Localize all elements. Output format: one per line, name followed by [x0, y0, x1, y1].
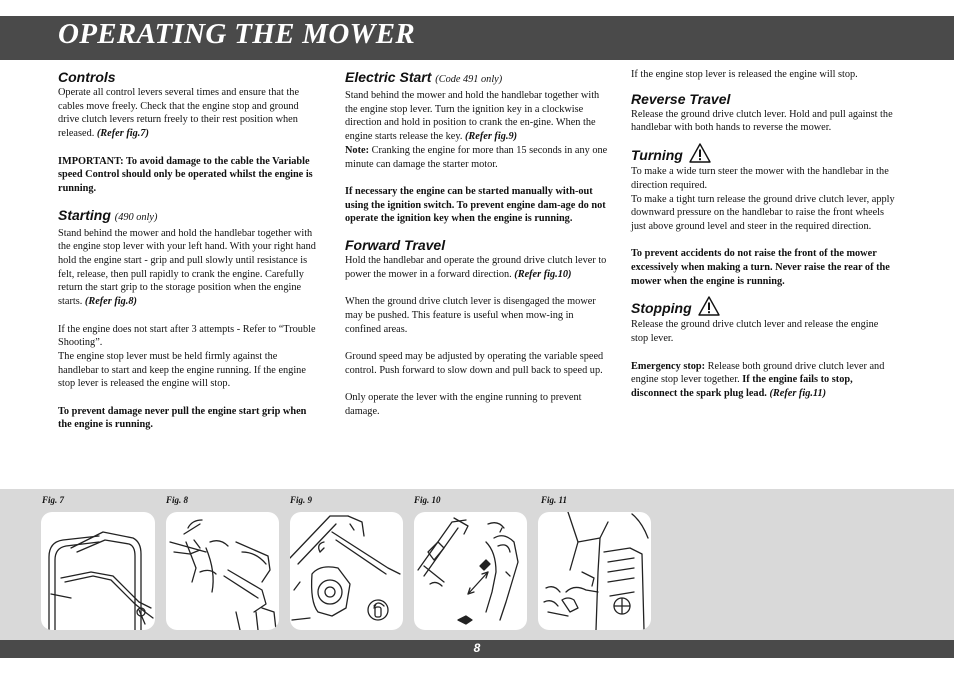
- fig10-drive-lever-illustration: [414, 512, 527, 630]
- forward-travel-speed-paragraph: Ground speed may be adjusted by operating the variable speed control. Push forward to slow down and pull back to speed up.: [345, 350, 604, 376]
- column-3: [631, 68, 896, 414]
- fig7-label: Fig. 7: [42, 495, 65, 505]
- controls-heading: Controls: [58, 69, 116, 85]
- fig10-reference: (Refer fig.10): [514, 268, 572, 280]
- reverse-travel-heading: Reverse Travel: [631, 90, 731, 107]
- fig8-reference: (Refer fig.8): [84, 296, 137, 308]
- forward-travel-paragraph: Hold the handlebar and operate the ground drive clutch lever to power the mower in a forward direction. (Refer fig.10): [345, 255, 607, 280]
- column-2: [345, 68, 609, 432]
- engine-stop-continuation: If the engine stop lever is released the engine will stop.: [631, 69, 858, 80]
- emergency-stop-paragraph: Emergency stop: Release both ground drive clutch lever and engine stop lever together. If the engine fails to stop, disconnect the spark plug lead. (Refer fig.11): [631, 360, 885, 399]
- electric-start-model-note: (Code 491 only): [435, 74, 503, 85]
- reverse-travel-paragraph: Release the ground drive clutch lever. Hold and pull against the handlebar with both hands to reverse the mower.: [631, 108, 893, 134]
- fig8-label: Fig. 8: [166, 495, 189, 505]
- forward-travel-push-paragraph: When the ground drive clutch lever is disengaged the mower may be pushed. This feature is useful when mow-ing in confined areas.: [345, 296, 596, 335]
- fig7-handlebar-illustration: [41, 512, 155, 630]
- starting-trouble-paragraph: If the engine does not start after 3 attempts - Refer to “Trouble Shooting”.: [58, 323, 316, 349]
- fig9-ignition-illustration: [290, 512, 403, 630]
- fig11-label: Fig. 11: [541, 495, 568, 505]
- electric-start-heading: Electric Start (Code 491 only): [345, 69, 503, 85]
- starting-heading: Starting (490 only): [58, 206, 158, 223]
- electric-start-paragraph: Stand behind the mower and hold the handlebar together with the engine stop lever. Turn the ignition key in a clockwise direction and hold in position to crank the en-gine. When the engine starts release the key. (Refer fig.9): [345, 90, 600, 143]
- electric-start-note: Note: Cranking the engine for more than 15 seconds in any one minute can damage the starter motor.: [345, 144, 608, 170]
- fig11-spark-plug-illustration: [538, 512, 651, 630]
- warning-triangle-icon: [698, 296, 720, 320]
- starting-paragraph: Stand behind the mower and hold the handlebar together with the engine stop lever with your left hand. With your right hand hold the engine start - grip and pull slowly until resistance is felt, release, then pull rapidly to crank the engine. Carefully return the start grip to the storage position when the engine starts. (Refer fig.8): [58, 227, 316, 308]
- fig9-label: Fig. 9: [290, 495, 313, 505]
- forward-travel-heading: Forward Travel: [345, 237, 446, 254]
- column-1: [58, 68, 320, 446]
- warning-triangle-icon: [689, 143, 711, 167]
- turning-tight-paragraph: To make a tight turn release the ground drive clutch lever, apply downward pressure on the handlebar to raise the front wheels just above ground level and steer in the required direction.: [631, 193, 895, 232]
- forward-travel-caution-paragraph: Only operate the lever with the engine running to prevent damage.: [345, 392, 582, 417]
- starting-model-note: (490 only): [114, 211, 158, 223]
- electric-start-warning: If necessary the engine can be started manually with-out using the ignition switch. To prevent engine dam-age do not operate the ignition key when the engine is running.: [345, 185, 606, 225]
- header-bar: [0, 16, 954, 60]
- starting-stop-lever-paragraph: The engine stop lever must be held firmly against the handlebar to start and keep the engine running. If the engine stop lever is released the engine will stop.: [58, 350, 306, 390]
- fig10-label: Fig. 10: [414, 495, 441, 505]
- fig8-starter-pull-illustration: [166, 512, 279, 630]
- controls-paragraph: Operate all control levers several times and ensure that the cables move freely. Check that the engine stop and ground drive clutch levers return freely to their rest position when released. (Refer fig.7): [58, 87, 300, 140]
- turning-heading: Turning: [631, 143, 896, 165]
- controls-important: IMPORTANT: To avoid damage to the cable the Variable speed Control should only be operated whilst the engine is running.: [58, 155, 313, 194]
- turning-warning: To prevent accidents do not raise the front of the mower excessively when making a turn. Never raise the rear of the mower when the engine is running.: [631, 248, 890, 287]
- turning-wide-paragraph: To make a wide turn steer the mower with the handlebar in the direction required.: [631, 166, 889, 191]
- page-title: OPERATING THE MOWER: [58, 18, 415, 50]
- stopping-heading: Stopping: [631, 296, 896, 318]
- fig9-reference: (Refer fig.9): [464, 131, 518, 143]
- starting-warning: To prevent damage never pull the engine start grip when the engine is running.: [58, 405, 307, 431]
- page-number: 8: [473, 641, 481, 655]
- stopping-paragraph: Release the ground drive clutch lever and release the engine stop lever.: [631, 319, 879, 345]
- fig11-reference: (Refer fig.11): [769, 387, 827, 399]
- fig7-reference: (Refer fig.7): [96, 128, 149, 140]
- footer-bar: [0, 640, 954, 658]
